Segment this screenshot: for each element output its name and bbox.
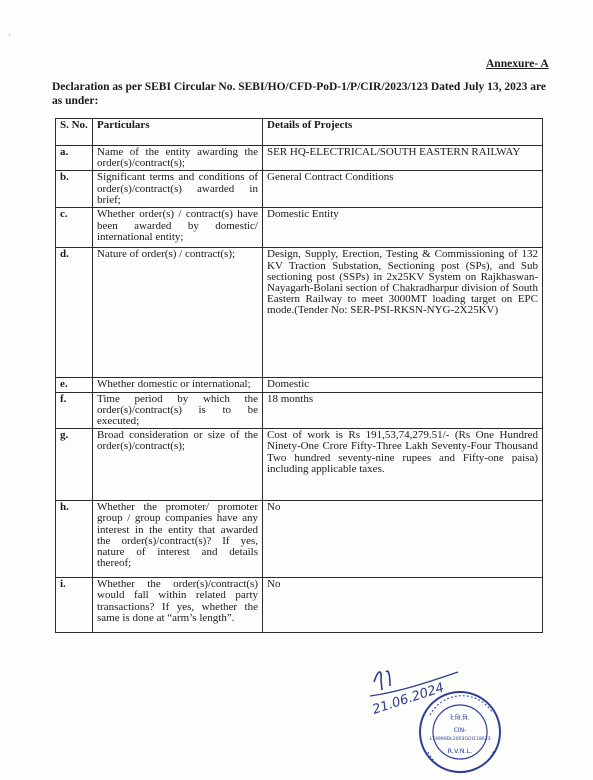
table-row xyxy=(56,392,543,429)
row-particulars: Whether the order(s)/contract(s) would fall within related party transactions? If yes, whether the same is done at “arm’s length”. xyxy=(93,578,263,633)
table-row xyxy=(56,501,543,578)
row-particulars: Nature of order(s) / contract(s); xyxy=(93,248,263,378)
table-header-row xyxy=(56,119,543,146)
seal-line-2: CIN- xyxy=(453,727,467,734)
table-row xyxy=(56,578,543,633)
scan-mark: · xyxy=(8,30,11,40)
row-details: Domestic xyxy=(263,378,543,392)
seal-line-3: L74999DL2003GOI118633 xyxy=(429,737,491,742)
row-particulars: Name of the entity awarding the order(s)/contract(s); xyxy=(93,146,263,171)
row-details: No xyxy=(263,578,543,633)
row-sno: d. xyxy=(56,248,93,378)
row-sno: h. xyxy=(56,501,93,578)
row-sno: c. xyxy=(56,208,93,248)
row-details: SER HQ-ELECTRICAL/SOUTH EASTERN RAILWAY xyxy=(263,146,543,171)
row-details: General Contract Conditions xyxy=(263,171,543,208)
seal-line-1: रे.वि.नि. xyxy=(450,714,470,722)
table-row xyxy=(56,429,543,501)
row-particulars: Significant terms and conditions of order(s)/contract(s) awarded in brief; xyxy=(93,171,263,208)
row-sno: a. xyxy=(56,146,93,171)
header-details: Details of Projects xyxy=(263,119,543,146)
signature-date: 21.06.2024 xyxy=(370,680,447,718)
table-row xyxy=(56,171,543,208)
row-particulars: Whether order(s) / contract(s) have been awarded by domestic/ international entity; xyxy=(93,208,263,248)
projects-table xyxy=(55,118,543,633)
header-sno: S. No. xyxy=(56,119,93,146)
table-row xyxy=(56,248,543,378)
row-details: Domestic Entity xyxy=(263,208,543,248)
row-particulars: Broad consideration or size of the order(s)/contract(s); xyxy=(93,429,263,501)
row-details: 18 months xyxy=(263,392,543,429)
table-row xyxy=(56,378,543,392)
row-sno: i. xyxy=(56,578,93,633)
company-seal xyxy=(400,690,520,780)
row-sno: f. xyxy=(56,392,93,429)
row-particulars: Whether domestic or international; xyxy=(93,378,263,392)
row-sno: e. xyxy=(56,378,93,392)
header-particulars: Particulars xyxy=(93,119,263,146)
row-sno: b. xyxy=(56,171,93,208)
row-details: No xyxy=(263,501,543,578)
row-details: Design, Supply, Erection, Testing & Commissioning of 132 KV Traction Substation, Sectioning post (SPs), and Sub sectioning post (SSPs) in 2x25KV System on Rajkhaswan- Nayagarh-Bolani section of Chakradharpur division of South Eastern Railway to meet 3000MT loading target on EPC mode.(Tender No: SER-PSI-RKSN-NYG-2X25KV) xyxy=(263,248,543,378)
table-row xyxy=(56,208,543,248)
seal-line-4: R.V.N.L. xyxy=(447,747,473,755)
row-particulars: Whether the promoter/ promoter group / group companies have any interest in the entity that awarded the order(s)/contract(s)? If yes, nature of interest and details thereof; xyxy=(93,501,263,578)
table-row xyxy=(56,146,543,171)
row-details: Cost of work is Rs 191,53,74,279.51/- (Rs One Hundred Ninety-One Crore Fifty-Three Lakh Seventy-Four Thousand Two hundred seventy-nine rupees and Fifty-one paisa) including applicable taxes. xyxy=(263,429,543,501)
row-sno: g. xyxy=(56,429,93,501)
declaration-heading: Declaration as per SEBI Circular No. SEBI/HO/CFD-PoD-1/P/CIR/2023/123 Dated July 13, 2023 are as under: xyxy=(52,81,546,107)
annexure-label: Annexure- A xyxy=(486,58,549,70)
row-particulars: Time period by which the order(s)/contract(s) is to be executed; xyxy=(93,392,263,429)
